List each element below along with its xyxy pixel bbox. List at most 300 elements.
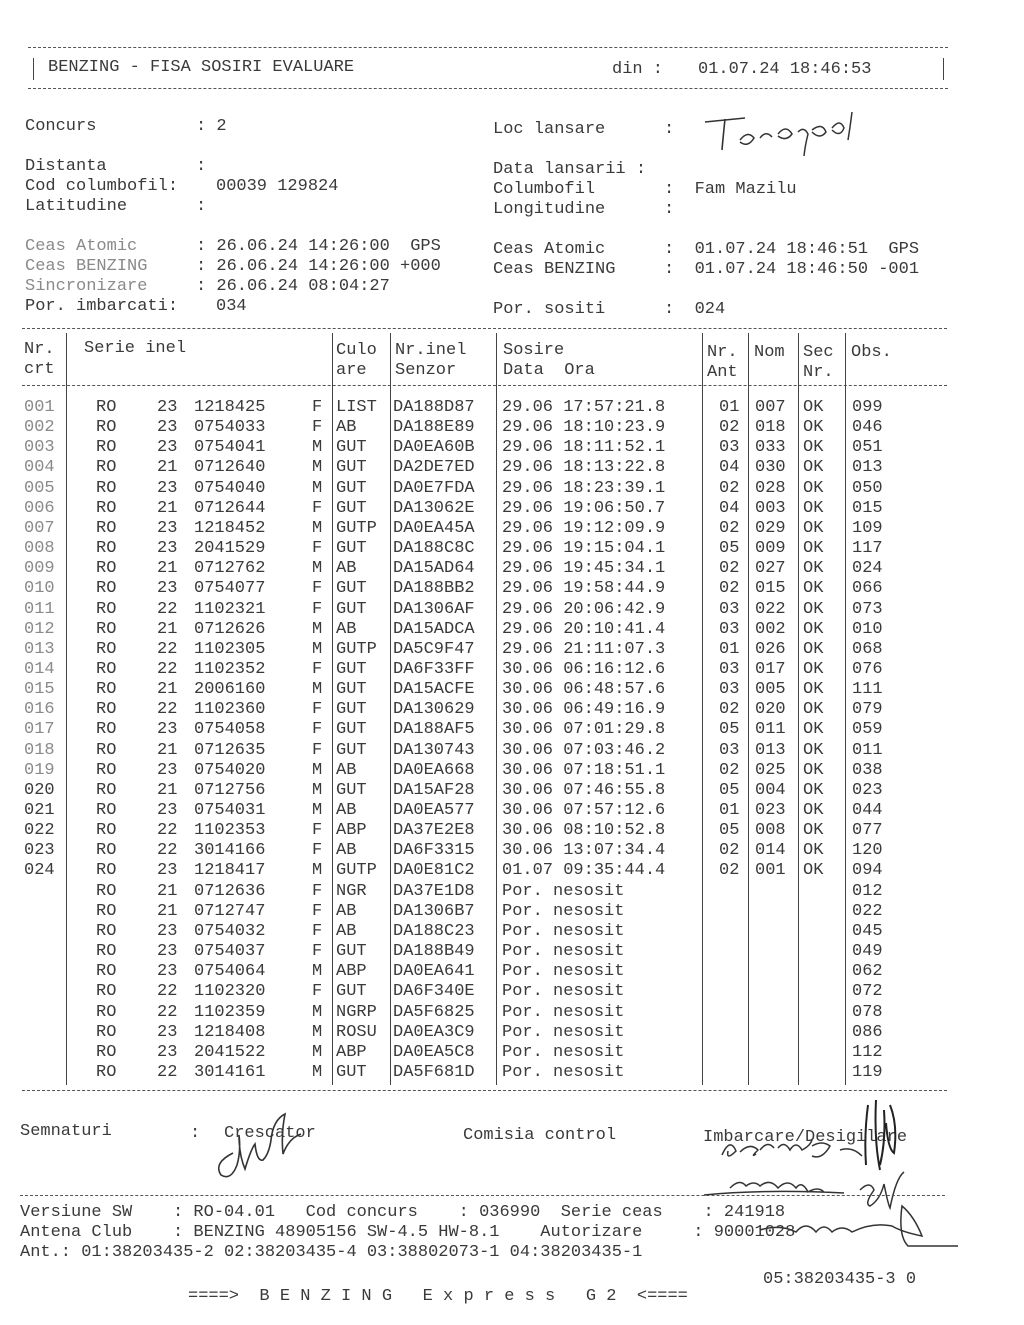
row-nr: 010: [24, 579, 55, 599]
row-obs: 044: [852, 801, 883, 820]
row-senzor: DA1306AF: [393, 599, 475, 619]
row-inel: 0754037: [194, 942, 266, 962]
row-senzor: DA0EA3C9: [393, 1022, 475, 1042]
footer-ant-list: Ant.: 01:38203435-2 02:38203435-4 03:38802073-1 04:38203435-1: [20, 1243, 643, 1262]
row-tara: RO: [96, 881, 117, 901]
row-an: 23: [157, 942, 178, 962]
row-sec: OK: [803, 458, 824, 478]
row-ant: 03: [719, 619, 740, 639]
row-obs: 119: [852, 1062, 883, 1082]
row-ant: 05: [719, 780, 740, 800]
row-obs: 073: [852, 599, 883, 619]
semnaturi-label: Semnaturi: [20, 1122, 112, 1141]
row-culoare: ABP: [336, 1042, 367, 1062]
table-row: [0, 680, 1024, 700]
distanta-label: Distanta: [25, 157, 107, 176]
comisia-control-label: Comisia control: [463, 1126, 617, 1145]
row-tara: RO: [96, 801, 117, 820]
row-nom: 011: [755, 720, 786, 740]
row-inel: 3014166: [194, 841, 266, 861]
row-culoare: GUTP: [336, 518, 377, 538]
row-an: 23: [157, 1042, 178, 1062]
row-nom: 017: [755, 659, 786, 679]
row-senzor: DA188C23: [393, 921, 475, 941]
row-obs: 086: [852, 1022, 883, 1042]
row-sex: M: [312, 1042, 323, 1062]
row-sex: F: [312, 982, 323, 1002]
table-row: [0, 761, 1024, 781]
row-obs: 111: [852, 680, 883, 700]
row-inel: 2006160: [194, 680, 266, 700]
row-nr: 017: [24, 720, 55, 740]
table-row: [0, 418, 1024, 438]
row-an: 22: [157, 659, 178, 679]
row-nom: 030: [755, 458, 786, 478]
row-sec: OK: [803, 700, 824, 720]
row-tara: RO: [96, 498, 117, 518]
row-culoare: AB: [336, 801, 357, 820]
columbofil-value: : Fam Mazilu: [664, 180, 797, 199]
table-row: [0, 620, 1024, 640]
row-ant: 02: [719, 518, 740, 538]
row-obs: 076: [852, 659, 883, 679]
header-date-label: din :: [612, 60, 664, 79]
row-sosire: Por. nesosit: [502, 1002, 625, 1022]
row-sec: OK: [803, 780, 824, 800]
header-right-border: [943, 58, 944, 80]
row-senzor: DA188D87: [393, 398, 475, 417]
table-row: [0, 499, 1024, 519]
row-ant: 03: [719, 438, 740, 458]
table-row: [0, 640, 1024, 660]
table-row: [0, 579, 1024, 599]
row-sec: OK: [803, 539, 824, 559]
row-an: 22: [157, 1062, 178, 1082]
row-nr: 002: [24, 418, 55, 438]
row-sex: F: [312, 921, 323, 941]
row-sec: OK: [803, 760, 824, 780]
row-tara: RO: [96, 982, 117, 1002]
row-nr: 005: [24, 478, 55, 498]
row-an: 22: [157, 1002, 178, 1022]
row-nom: 027: [755, 559, 786, 579]
row-tara: RO: [96, 639, 117, 659]
row-culoare: ABP: [336, 962, 367, 982]
row-ant: 03: [719, 680, 740, 700]
row-senzor: DA15AF28: [393, 780, 475, 800]
row-obs: 045: [852, 921, 883, 941]
row-sex: F: [312, 579, 323, 599]
row-culoare: NGRP: [336, 1002, 377, 1022]
table-row: [0, 1023, 1024, 1043]
row-an: 22: [157, 821, 178, 841]
table-row: [0, 962, 1024, 982]
row-sex: F: [312, 539, 323, 559]
row-senzor: DA0E81C2: [393, 861, 475, 881]
row-culoare: GUT: [336, 680, 367, 700]
row-culoare: GUT: [336, 498, 367, 518]
row-sex: M: [312, 680, 323, 700]
row-inel: 0712626: [194, 619, 266, 639]
latitudine-value: :: [196, 197, 207, 216]
row-culoare: ROSU: [336, 1022, 377, 1042]
row-culoare: GUT: [336, 942, 367, 962]
row-tara: RO: [96, 398, 117, 417]
row-obs: 013: [852, 458, 883, 478]
row-tara: RO: [96, 942, 117, 962]
row-sex: M: [312, 478, 323, 498]
row-ant: 02: [719, 700, 740, 720]
row-culoare: GUT: [336, 700, 367, 720]
row-inel: 0754040: [194, 478, 266, 498]
row-nom: 003: [755, 498, 786, 518]
row-obs: 068: [852, 639, 883, 659]
row-sosire: 30.06 07:18:51.1: [502, 760, 666, 780]
th-sec: Sec: [803, 343, 834, 362]
sincronizare-label: Sincronizare: [25, 277, 148, 296]
table-row: [0, 458, 1024, 478]
row-nom: 020: [755, 700, 786, 720]
row-culoare: GUT: [336, 780, 367, 800]
row-an: 22: [157, 700, 178, 720]
row-senzor: DA15ACFE: [393, 680, 475, 700]
row-sosire: 29.06 19:12:09.9: [502, 518, 666, 538]
row-sec: OK: [803, 478, 824, 498]
row-an: 23: [157, 438, 178, 458]
row-nr: 011: [24, 599, 55, 619]
row-tara: RO: [96, 1002, 117, 1022]
row-obs: 051: [852, 438, 883, 458]
row-nr: 013: [24, 639, 55, 659]
row-senzor: DA130743: [393, 740, 475, 760]
row-culoare: GUT: [336, 579, 367, 599]
row-an: 21: [157, 740, 178, 760]
header-date-value: 01.07.24 18:46:53: [698, 60, 872, 79]
row-tara: RO: [96, 962, 117, 982]
row-sex: M: [312, 518, 323, 538]
row-sec: OK: [803, 720, 824, 740]
row-tara: RO: [96, 1022, 117, 1042]
row-sosire: 29.06 20:10:41.4: [502, 619, 666, 639]
row-senzor: DA5F681D: [393, 1062, 475, 1082]
row-sosire: 29.06 19:45:34.1: [502, 559, 666, 579]
row-tara: RO: [96, 1042, 117, 1062]
row-nom: 023: [755, 801, 786, 820]
row-ant: 03: [719, 599, 740, 619]
row-sec: OK: [803, 861, 824, 881]
ceas-benzing-label-right: Ceas BENZING: [493, 260, 616, 279]
row-sex: F: [312, 599, 323, 619]
ceas-atomic-label-left: Ceas Atomic: [25, 237, 138, 256]
row-inel: 1102353: [194, 821, 266, 841]
row-nom: 028: [755, 478, 786, 498]
row-tara: RO: [96, 821, 117, 841]
row-sex: M: [312, 1062, 323, 1082]
row-ant: 02: [719, 861, 740, 881]
row-culoare: GUTP: [336, 861, 377, 881]
ceas-atomic-value-left: : 26.06.24 14:26:00 GPS: [196, 237, 441, 256]
row-senzor: DA6F340E: [393, 982, 475, 1002]
row-sec: OK: [803, 639, 824, 659]
table-row: [0, 720, 1024, 740]
row-tara: RO: [96, 921, 117, 941]
row-an: 21: [157, 680, 178, 700]
row-inel: 0712635: [194, 740, 266, 760]
row-ant: 01: [719, 639, 740, 659]
row-ant: 04: [719, 458, 740, 478]
row-culoare: GUT: [336, 720, 367, 740]
th-senzor: Senzor: [395, 361, 457, 380]
row-an: 22: [157, 982, 178, 1002]
sositi-value: : 024: [664, 300, 726, 319]
crescator-label: Crescator: [224, 1124, 316, 1143]
row-sec: OK: [803, 559, 824, 579]
longitudine-value: :: [664, 200, 675, 219]
row-sosire: 30.06 08:10:52.8: [502, 821, 666, 841]
row-nom: 005: [755, 680, 786, 700]
row-sosire: 29.06 18:23:39.1: [502, 478, 666, 498]
row-senzor: DA5C9F47: [393, 639, 475, 659]
row-an: 23: [157, 539, 178, 559]
row-obs: 117: [852, 539, 883, 559]
row-senzor: DA6F33FF: [393, 659, 475, 679]
row-nr: 024: [24, 861, 55, 881]
row-tara: RO: [96, 720, 117, 740]
row-inel: 1102360: [194, 700, 266, 720]
row-inel: 0754058: [194, 720, 266, 740]
ceas-atomic-label-right: Ceas Atomic: [493, 240, 606, 259]
row-senzor: DA15AD64: [393, 559, 475, 579]
row-nr: 007: [24, 518, 55, 538]
row-an: 23: [157, 760, 178, 780]
row-an: 23: [157, 478, 178, 498]
row-nr: 001: [24, 398, 55, 417]
row-nom: 022: [755, 599, 786, 619]
row-sec: OK: [803, 659, 824, 679]
row-culoare: GUT: [336, 659, 367, 679]
row-inel: 0754031: [194, 801, 266, 820]
imbarcati-label: Por. imbarcati:: [25, 297, 179, 316]
table-row: [0, 519, 1024, 539]
row-sex: F: [312, 498, 323, 518]
row-senzor: DA188B49: [393, 942, 475, 962]
row-sosire: 29.06 18:11:52.1: [502, 438, 666, 458]
row-tara: RO: [96, 458, 117, 478]
row-nr: 016: [24, 700, 55, 720]
row-an: 23: [157, 518, 178, 538]
row-sosire: 30.06 07:01:29.8: [502, 720, 666, 740]
sositi-label: Por. sositi: [493, 300, 606, 319]
row-nr: 018: [24, 740, 55, 760]
th-nr: Nr.: [24, 340, 55, 359]
row-culoare: ABP: [336, 821, 367, 841]
row-an: 22: [157, 841, 178, 861]
row-nom: 018: [755, 418, 786, 438]
table-row: [0, 801, 1024, 821]
ceas-benzing-value-right: : 01.07.24 18:46:50 -001: [664, 260, 920, 279]
row-sosire: 30.06 13:07:34.4: [502, 841, 666, 861]
table-row: [0, 1003, 1024, 1023]
row-sec: OK: [803, 740, 824, 760]
imbarcati-value: 034: [216, 297, 247, 316]
row-an: 22: [157, 639, 178, 659]
row-inel: 1102305: [194, 639, 266, 659]
row-obs: 050: [852, 478, 883, 498]
table-row: [0, 438, 1024, 458]
table-row: [0, 600, 1024, 620]
row-inel: 1102321: [194, 599, 266, 619]
longitudine-label: Longitudine: [493, 200, 606, 219]
table-row: [0, 861, 1024, 881]
row-sosire: 29.06 17:57:21.8: [502, 398, 666, 417]
row-inel: 2041529: [194, 539, 266, 559]
row-obs: 059: [852, 720, 883, 740]
row-obs: 099: [852, 398, 883, 417]
table-row: [0, 922, 1024, 942]
table-row: [0, 539, 1024, 559]
row-an: 21: [157, 498, 178, 518]
row-culoare: AB: [336, 559, 357, 579]
semnaturi-sep: :: [190, 1124, 201, 1143]
concurs-label: Concurs: [25, 117, 97, 136]
table-row: [0, 479, 1024, 499]
row-senzor: DA0EA668: [393, 760, 475, 780]
row-nr: 020: [24, 780, 55, 800]
row-sosire: Por. nesosit: [502, 921, 625, 941]
row-senzor: DA0EA45A: [393, 518, 475, 538]
row-sosire: Por. nesosit: [502, 901, 625, 921]
row-nr: 022: [24, 821, 55, 841]
row-tara: RO: [96, 539, 117, 559]
row-sec: OK: [803, 518, 824, 538]
row-an: 23: [157, 720, 178, 740]
row-senzor: DA15ADCA: [393, 619, 475, 639]
row-inel: 0754041: [194, 438, 266, 458]
row-sex: F: [312, 398, 323, 417]
row-an: 21: [157, 881, 178, 901]
ceas-benzing-value-left: : 26.06.24 14:26:00 +000: [196, 257, 441, 276]
table-row: [0, 398, 1024, 418]
loc-lansare-handwriting: [700, 108, 890, 158]
ceas-atomic-value-right: : 01.07.24 18:46:51 GPS: [664, 240, 920, 259]
th-nr-ant: Nr.: [707, 343, 738, 362]
row-obs: 024: [852, 559, 883, 579]
row-obs: 023: [852, 780, 883, 800]
row-tara: RO: [96, 659, 117, 679]
row-sex: F: [312, 700, 323, 720]
row-nom: 029: [755, 518, 786, 538]
row-nom: 009: [755, 539, 786, 559]
cod-columbofil-value: 00039 129824: [216, 177, 339, 196]
th-nom: Nom: [754, 343, 785, 362]
row-obs: 046: [852, 418, 883, 438]
row-sex: M: [312, 861, 323, 881]
row-sec: OK: [803, 619, 824, 639]
row-nr: 008: [24, 539, 55, 559]
row-tara: RO: [96, 780, 117, 800]
header-top-border: [28, 47, 948, 48]
row-sex: F: [312, 720, 323, 740]
row-obs: 072: [852, 982, 883, 1002]
row-senzor: DA6F3315: [393, 841, 475, 861]
row-inel: 0754077: [194, 579, 266, 599]
row-sosire: 29.06 19:06:50.7: [502, 498, 666, 518]
table-row: [0, 700, 1024, 720]
table-row: [0, 559, 1024, 579]
imbarcare-label: Imbarcare/Desigilare: [703, 1128, 908, 1147]
row-sec: OK: [803, 680, 824, 700]
row-ant: 03: [719, 740, 740, 760]
footer-ant-5: 05:38203435-3 0: [763, 1270, 917, 1289]
th-sec-nr: Nr.: [803, 363, 834, 382]
th-culo: Culo: [336, 341, 377, 360]
row-sex: F: [312, 659, 323, 679]
row-nom: 026: [755, 639, 786, 659]
row-inel: 0754020: [194, 760, 266, 780]
row-obs: 066: [852, 579, 883, 599]
row-nr: 019: [24, 760, 55, 780]
row-sec: OK: [803, 438, 824, 458]
row-inel: 3014161: [194, 1062, 266, 1082]
row-nr: 006: [24, 498, 55, 518]
row-sex: F: [312, 881, 323, 901]
row-culoare: LIST: [336, 398, 377, 417]
row-sosire: 29.06 21:11:07.3: [502, 639, 666, 659]
row-ant: 02: [719, 579, 740, 599]
row-an: 23: [157, 1022, 178, 1042]
row-an: 21: [157, 619, 178, 639]
table-row: [0, 882, 1024, 902]
row-sosire: 30.06 06:49:16.9: [502, 700, 666, 720]
table-header-rule: [22, 385, 947, 386]
row-ant: 02: [719, 841, 740, 861]
row-senzor: DA188BB2: [393, 579, 475, 599]
row-sex: M: [312, 780, 323, 800]
row-culoare: GUT: [336, 982, 367, 1002]
row-tara: RO: [96, 418, 117, 438]
th-serie-inel: Serie inel: [84, 339, 187, 358]
row-senzor: DA188E89: [393, 418, 475, 438]
row-senzor: DA37E2E8: [393, 821, 475, 841]
row-nr: 009: [24, 559, 55, 579]
concurs-value: : 2: [196, 117, 227, 136]
table-row: [0, 660, 1024, 680]
row-ant: 02: [719, 418, 740, 438]
row-sosire: Por. nesosit: [502, 942, 625, 962]
row-culoare: GUT: [336, 478, 367, 498]
row-an: 21: [157, 559, 178, 579]
row-sec: OK: [803, 801, 824, 820]
row-sosire: Por. nesosit: [502, 1062, 625, 1082]
row-sex: M: [312, 559, 323, 579]
row-sec: OK: [803, 398, 824, 417]
row-sosire: 30.06 06:48:57.6: [502, 680, 666, 700]
latitudine-label: Latitudine: [25, 197, 128, 216]
loc-lansare-sep: :: [664, 120, 675, 139]
row-tara: RO: [96, 599, 117, 619]
row-obs: 015: [852, 498, 883, 518]
row-nr: 023: [24, 841, 55, 861]
row-obs: 112: [852, 1042, 883, 1062]
row-an: 23: [157, 801, 178, 820]
row-sex: M: [312, 801, 323, 820]
row-tara: RO: [96, 680, 117, 700]
row-tara: RO: [96, 841, 117, 861]
row-tara: RO: [96, 559, 117, 579]
row-sosire: 30.06 07:57:12.6: [502, 801, 666, 820]
row-nom: 001: [755, 861, 786, 881]
row-sex: M: [312, 438, 323, 458]
